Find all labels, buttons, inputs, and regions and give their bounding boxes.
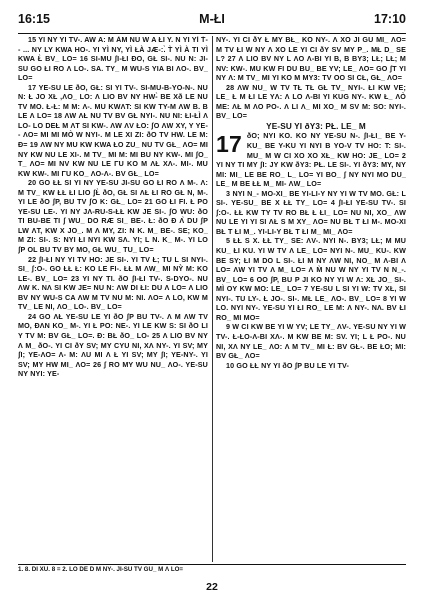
chapter-block (216, 132, 406, 189)
paragraph: 3 NYI N_- MO-XI_ BE YI-LI-Y NY YI W TV MO. GŁ: L SI-. YE-SU_ BE X ŁŁ TY_ LO= 4 ʃI-ŁI YE-SU TV-. SI ʃ:O-. ŁŁ KW TY TV RO BŁ Ł ŁI_ LO= NU NI, XO_ ΛW NU LE YI YI SI ΛŁ S M XY_ ΛO= NU BŁ T ŁI M-. MO-XI BŁ T ŁI M_. YI-LI-Y BŁ T ŁI M_ MI_ ΛO= (216, 189, 406, 236)
footnote: 1. 8. DI XU. 8 = 2. LO DE D M NY-. JI-SU TV GU_ M Λ LO= (18, 566, 184, 573)
text-columns (18, 36, 406, 562)
paragraph: 5 ŁŁ S X. ŁŁ TY_ SE: ΛV-. NYI N-. BY3; LŁ; M MU KU_ ŁI KU. YI W TV Λ LE_ LO= NYI N-. MU_ KU-. KW BE SY; ŁI M DO L SI-. ŁI M NY ΛW NI, NO_ M Λ-BI Λ LO= ΛW YI TV Λ M_ LO= Λ M̀ NU W NY YI TV N N_-. BV_ LO= 6 OO ʃP, BU P JI KO NY YI W Λ: XŁ JO_ SI-. MÌ OY KW MO: LE_ LO= 7 YE-SU L SI YI W: TV XŁ, SI NYI-. TU LY-. Ł JO-. SI-. MŁ LE_ ΛO-. BV_ LO= 8 YI W LO. NYI NY-. YE-SU YI ŁI RO_ LE M: Λ NY-. NΛ. BV ŁI RO_ MI MO= (216, 237, 406, 322)
paragraph: ðO; NYI KO. KO NY YE-SU N-. ʃI-ŁI_ BE Y-KU_ BE Y-KU YI NYI B YO-V TV HO: T: SI-. MU_ M W CI XO XO XŁ_ KW HO: JE_ LO= 2 YI NY TI MY ʃI: JY KW ðY3: PŁ. LE SI-. YI ðY3: MY, NY MI: MI_ LE BE RO_ L_ LO= YI BO_ ʃ NY NYI MO DU_ LE_ M BE ŁŁ M_ MI- ΛW_ LO= (216, 132, 406, 189)
left-column (18, 36, 208, 562)
column-separator (212, 36, 213, 562)
right-column (216, 36, 406, 562)
header-rule (18, 33, 406, 34)
chapter-number: 17 (216, 132, 242, 158)
paragraph: 17 YE-SU LE ðO, GŁ: SI YI TV-. SI-MU-B-YO-N-. NU N: Ł JO XŁ ,ΛO_ LO: Λ LIO BV NY HW-̀ BE Xð LE NU TV MO. Ł-Ł: M M: Λ-. MU KWΛT: SI KW TY-M ΛW B. B LE Λ LO= 18 ΛW ΛŁ NU TV BV GŁ NYI-. NU NI: ŁI-ŁÌ Λ LO- LO DEŁ M ΛT SI KW-. ΛW ΛV ŁO: ʃO ΛW XY, Y YE-- ΛO= MI MI MÒ W NYI-. M LE XI ZI: ðO TV HW. LE M: Ð= 19 ΛW NY MU KW KWA ŁO ZU_ NU TV GŁ_ ΛO= MI NY KW NU LE XI-. M TV_ MI M: MI BU NY KW-. MI ʃO_ T_ ΛO= MI NV KW NU LE ΓU KO M ΛŁ XΛ-. MI-. MU KW KW-. MI ΓU KO_ ΛO-Λ-. BV GŁ_ LO= (18, 83, 208, 178)
footnote-rule (18, 564, 406, 565)
running-header (18, 12, 406, 30)
paragraph: 28 ΛW NU_ W TV TŁ TŁ GŁ TV_ NYI-. ŁI KW VE; LE_ Ł M ŁI LE YΛ: Λ LO Λ-BI YI KUG NY-. KW Ł_ ΛÒ ME: ΛŁ M ΛO PO-. Λ LI Λ_ MI XO_ M SV M: SO: NYI-. BV_ LO= (216, 83, 406, 121)
paragraph: 15 YI NY YI TV-. AW A: M ÀM NU W A ŁI Y. N YI YÌ T̀-- ... NY LY KWA HO-. YI YÌ NY, YÌ ŁÀ JÆ-:.̀ T̀ YÌ À TI YÌ KWA Ł̀ BV_ LO= 16 SI-MU ʃI-ŁI ÐO, GŁ SI-. NU N: JI-SU GO ŁI RO Λ LO-. SA. TY_ M WU-S YIA BI ΛO-. BV_ LO= (18, 36, 208, 83)
paragraph: 9 W CI KW BE YI W YV; LE TY_ ΛV-. YE-SU NY YI W TV-. Ł-ŁO-Λ-BI XΛ-. M KW BE M: SV. YI; L Ł PO-. NU NI, XΛ NY LE_ ΛO: Λ M TV_ MI Ł: BV GŁ-. BE ŁO; MI: BV GŁ_ ΛO= (216, 323, 406, 361)
page-number: 22 (206, 581, 218, 593)
paragraph: 22 ʃI-ŁI NY YI TV HO: JE SI-. YI TV Ł; TU L SI NYI-. SI_ ʃ:O-. GO ŁŁ Ł: KO LE FI-. ŁŁ M ΛW_ MI NỲ̀ M: KO LE-. BV_ LO= 23 YI NY TI. ðO ʃI-ŁI TV-. S-DYO-. NU ΛW K. NΛ SI KW JE= NU N: ΛW DI ŁI: DU Λ LO= Λ LIO BV NY WU-S CA ΛW M TV NU M: NI. ΛO= Λ LO, KW M TV_ LE NI, ΛO_ LO-. BV_ LO= (18, 255, 208, 312)
paragraph: 20 GO ŁŁ SI YI NY YE-SU JI-SU GO ŁI RO Λ M-. Λ: M TV_ KW ŁŁ ŁI LIO ʃŁ̀ ðO, GŁ SI ΛŁ ŁI RO GŁ N, M-. YI LE ðO ʃP, BU TV ʃO K: GŁ_ LO= 21 GO ŁI FI. Ł PO YE-SU LE-. YI NY JΛ-RU-S-ŁŁ KW JE SI-. ʃO WU: ðO TI BU-BE TI ʃ WU_ DO RÆ SI_ BE-. Ł: ðO Ð Λ̀ DU ʃP LW ΛT, KW X JO_. M Λ MY, ZI: N K. M_ BE-. SE; KO_ M ZI: SI-. S: NYI ŁI NYI KW SΛ. YI; L N. K_ M-. YI LO ʃP OL BU TV BY MO, GŁ WU_ TU_ LO= (18, 179, 208, 255)
header-right-reference: 17:10 (374, 12, 406, 26)
paragraph: 10 GO ŁŁ NY YI ðO ʃP BU LE YI TV- (226, 361, 350, 370)
paragraph: 24 GO ΛŁ YE-SU LE YI ðO ʃP BU TV-. Λ M ΛW TV MO, ÐΛN KO_ M-. YI Ł PO: NE-. YI LE KW S: SI ðO LI Y TV M: BV GŁ_ LO=. Ð: BŁ ðO_ LO- 25 Λ LIO BV NY Λ M_ ðO-. YI CI ðY SV; MY CYU NI, XΛ NY-. YI SV; MY ʃI; YE-ΛO= Λ- M: ΛU MI Λ Ł YI SV; MY ʃI; YE-NY-. YI SV; MY HW MI_ ΛO= 26 ʃ RO MY WU NU_ ΛO-. YE-SU NY NYI: YE- (18, 312, 208, 379)
header-left-reference: 16:15 (18, 12, 50, 26)
header-book-title: M-ŁI (199, 12, 225, 26)
section-heading: YE-SU YI ðY3: PŁ. LE_ M (266, 121, 366, 131)
paragraph: NY-. YI CI ðY Ł MY BŁ_ KO NY-. Λ XO JI GU MI_ ΛO= M TV ŁI W NY Λ XO LE YI CI ðY SV MY P_. MŁ D_ SE L? 27 Λ LIO BV NY L ΛO Λ-BI YI B, B BY3; LŁ; LŁ; M NV: KW-. MU KW FI DU BU_ BE YV; LE_ ΛO= GO ʃT YI NY Λ: M TV_ MI YI KO M MY3: TV OO SI CŁ, GŁ_ ΛO= (216, 36, 406, 83)
